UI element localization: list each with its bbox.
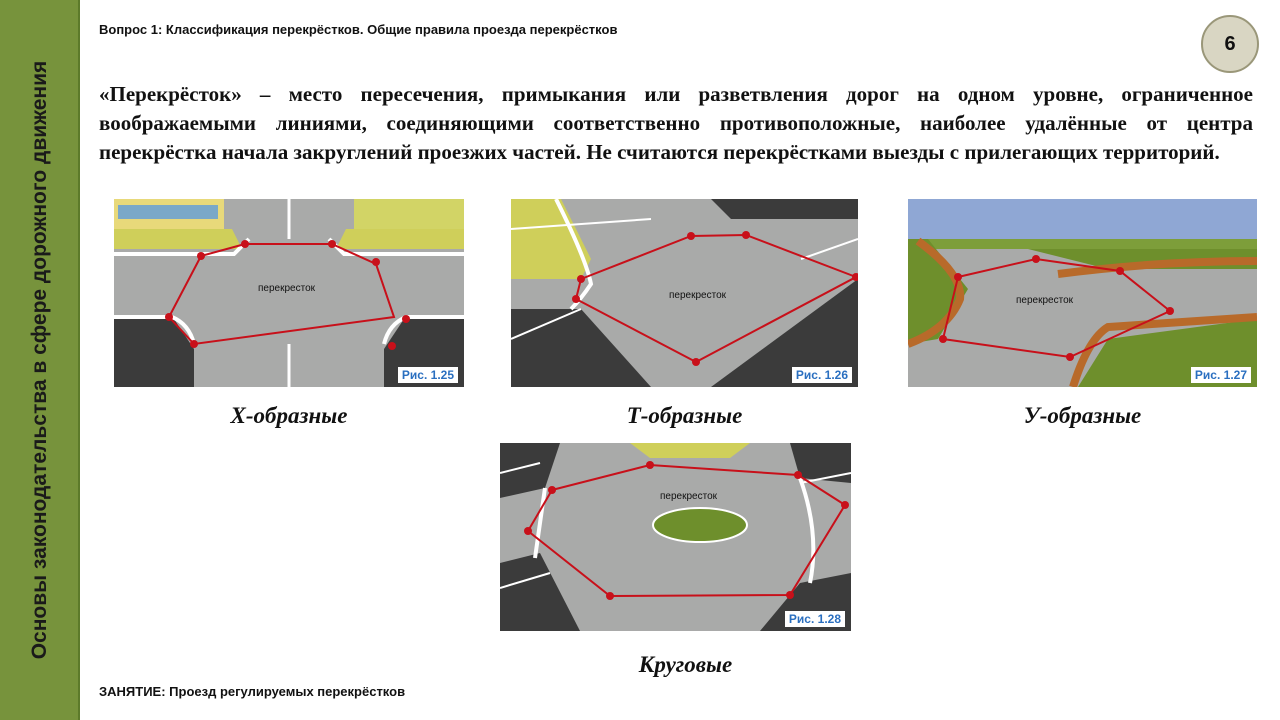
intersection-label: перекресток bbox=[258, 283, 316, 294]
intersection-label: перекресток bbox=[669, 290, 727, 301]
lesson-title: ЗАНЯТИЕ: Проезд регулируемых перекрёстков bbox=[99, 684, 406, 699]
figure-y-intersection bbox=[908, 199, 1257, 387]
page-number-badge: 6 bbox=[1201, 15, 1259, 73]
caption-y-shaped: У-образные bbox=[1023, 403, 1142, 428]
intersection-label: перекресток bbox=[660, 491, 718, 502]
sidebar bbox=[0, 0, 80, 720]
figure-number: Рис. 1.27 bbox=[1191, 367, 1251, 383]
figure-t-intersection bbox=[511, 199, 858, 387]
sidebar-title: Основы законодательства в сфере дорожного движения bbox=[28, 60, 51, 660]
intersection-label: перекресток bbox=[1016, 295, 1074, 306]
figure-circular-intersection bbox=[500, 443, 851, 631]
figure-number: Рис. 1.28 bbox=[785, 611, 845, 627]
figure-x-intersection bbox=[114, 199, 464, 387]
figure-number: Рис. 1.25 bbox=[398, 367, 458, 383]
caption-t-shaped: Т-образные bbox=[626, 403, 743, 428]
definition-text: «Перекрёсток» – место пересечения, примыкания или разветвления дорог на одном уровне, ограниченное воображаемыми линиями, соединяющими соответственно противоположные, наиболее удалённые от центра перекрёстка начала закруглений проезжих частей. Не считаются перекрёстками выезды с прилегающих территорий. bbox=[99, 82, 1253, 164]
figure-number: Рис. 1.26 bbox=[792, 367, 852, 383]
caption-x-shaped: Х-образные bbox=[230, 403, 348, 428]
circular-intersection-illustration bbox=[500, 443, 851, 631]
y-intersection-illustration bbox=[908, 199, 1257, 387]
slide-title: Вопрос 1: Классификация перекрёстков. Общие правила проезда перекрёстков bbox=[99, 22, 618, 37]
caption-circular: Круговые bbox=[638, 652, 733, 677]
